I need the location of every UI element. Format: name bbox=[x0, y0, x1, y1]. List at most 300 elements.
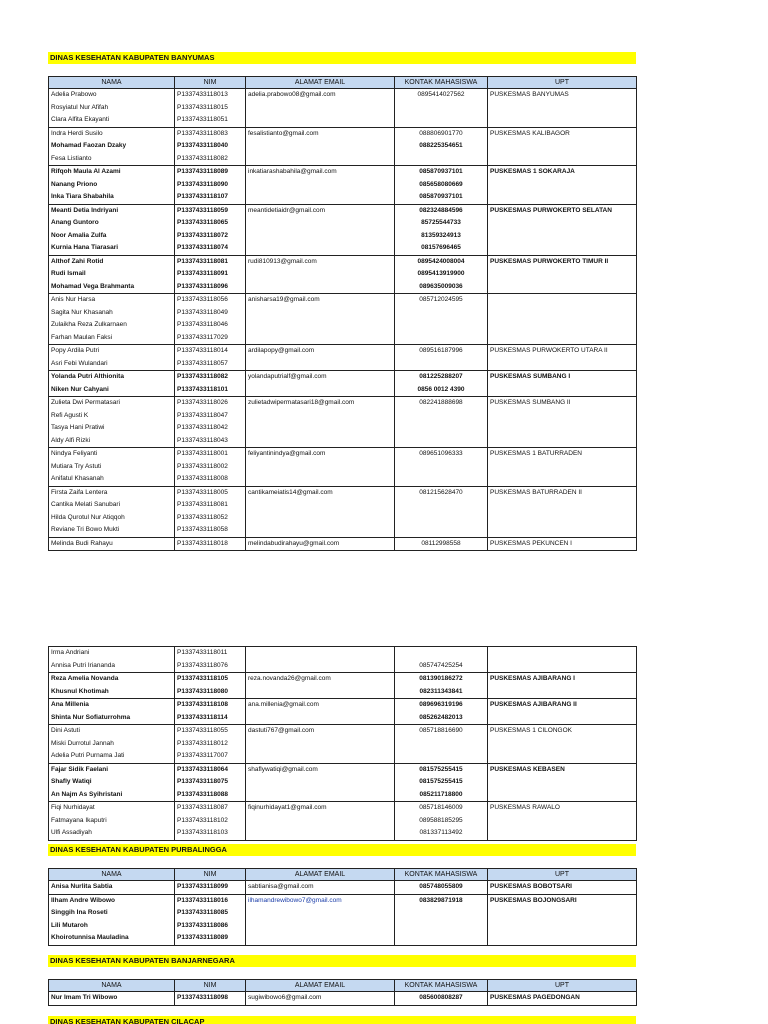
upt-cell bbox=[488, 191, 637, 204]
table-row bbox=[49, 894, 637, 907]
nim-cell: P1337433118091 bbox=[175, 268, 246, 281]
col-header-nama: NAMA bbox=[49, 980, 175, 992]
nama-cell: Popy Ardila Putri bbox=[49, 345, 175, 358]
upt-cell: PUSKESMAS BOJONGSARI bbox=[488, 894, 637, 907]
upt-cell: PUSKESMAS RAWALO bbox=[488, 802, 637, 815]
nama-cell: Ilham Andre Wibowo bbox=[49, 894, 175, 907]
upt-cell bbox=[488, 153, 637, 166]
nim-cell: P1337433118075 bbox=[175, 776, 246, 789]
table-body bbox=[49, 647, 637, 841]
nim-cell: P1337433118042 bbox=[175, 422, 246, 435]
nim-cell: P1337433118065 bbox=[175, 217, 246, 230]
kontak-cell: 085262482013 bbox=[395, 712, 488, 725]
upt-cell: PUSKESMAS KALIBAGOR bbox=[488, 127, 637, 140]
nama-cell: Ulfi Assadiyah bbox=[49, 827, 175, 840]
upt-cell bbox=[488, 776, 637, 789]
nama-cell: Annisa Putri Iriananda bbox=[49, 660, 175, 673]
upt-cell bbox=[488, 319, 637, 332]
email-cell bbox=[246, 647, 395, 660]
nim-cell: P1337433118099 bbox=[175, 881, 246, 895]
nim-cell: P1337433118012 bbox=[175, 738, 246, 751]
nama-cell: Lili Mutaroh bbox=[49, 920, 175, 933]
kontak-cell bbox=[395, 461, 488, 474]
kontak-cell bbox=[395, 524, 488, 537]
nama-cell: Indra Herdi Susilo bbox=[49, 127, 175, 140]
kontak-cell: 089696319196 bbox=[395, 699, 488, 712]
upt-cell bbox=[488, 268, 637, 281]
kontak-cell: 088806901770 bbox=[395, 127, 488, 140]
kontak-cell: 089588185295 bbox=[395, 815, 488, 828]
nim-cell: P1337433118026 bbox=[175, 397, 246, 410]
upt-cell bbox=[488, 827, 637, 840]
nama-cell: Nindya Feliyanti bbox=[49, 448, 175, 461]
email-cell bbox=[246, 114, 395, 127]
kontak-cell bbox=[395, 647, 488, 660]
email-cell bbox=[246, 319, 395, 332]
nama-cell: Fatmayana Ikaputri bbox=[49, 815, 175, 828]
kontak-cell: 0856 0012 4390 bbox=[395, 384, 488, 397]
kontak-cell: 089516187996 bbox=[395, 345, 488, 358]
nim-cell: P1337433118014 bbox=[175, 345, 246, 358]
kontak-cell bbox=[395, 512, 488, 525]
table-row bbox=[49, 127, 637, 140]
nim-cell: P1337433118072 bbox=[175, 230, 246, 243]
table-row bbox=[49, 537, 637, 551]
table-body bbox=[49, 992, 637, 1006]
kontak-cell bbox=[395, 750, 488, 763]
kontak-cell bbox=[395, 932, 488, 945]
nama-cell: Dini Astuti bbox=[49, 725, 175, 738]
email-cell bbox=[246, 776, 395, 789]
table-row bbox=[49, 802, 637, 815]
kontak-cell bbox=[395, 907, 488, 920]
email-cell bbox=[246, 268, 395, 281]
kontak-cell: 81359324913 bbox=[395, 230, 488, 243]
kontak-cell: 085718816690 bbox=[395, 725, 488, 738]
email-cell: ana.millenia@gmail.com bbox=[246, 699, 395, 712]
upt-cell bbox=[488, 660, 637, 673]
email-cell bbox=[246, 191, 395, 204]
table-row bbox=[49, 815, 637, 828]
nim-cell: P1337433118051 bbox=[175, 114, 246, 127]
col-header-nim: NIM bbox=[175, 869, 246, 881]
email-cell: dastuti767@gmail.com bbox=[246, 725, 395, 738]
email-cell: sabtianisa@gmail.com bbox=[246, 881, 395, 895]
table-row bbox=[49, 992, 637, 1006]
upt-cell bbox=[488, 524, 637, 537]
table-row bbox=[49, 435, 637, 448]
table-row bbox=[49, 268, 637, 281]
email-cell bbox=[246, 410, 395, 423]
upt-cell bbox=[488, 332, 637, 345]
nama-cell: Aldy Alfi Rizki bbox=[49, 435, 175, 448]
kontak-cell bbox=[395, 422, 488, 435]
kontak-cell: 085870937101 bbox=[395, 166, 488, 179]
kontak-cell: 08112998558 bbox=[395, 537, 488, 551]
table-row bbox=[49, 153, 637, 166]
kontak-cell bbox=[395, 410, 488, 423]
email-cell: cantikameiatis14@gmail.com bbox=[246, 486, 395, 499]
nama-cell: Mutiara Try Astuti bbox=[49, 461, 175, 474]
nama-cell: Zulieta Dwi Permatasari bbox=[49, 397, 175, 410]
nama-cell: Sagita Nur Khasanah bbox=[49, 307, 175, 320]
table-row bbox=[49, 486, 637, 499]
nama-cell: Asri Febi Wulandari bbox=[49, 358, 175, 371]
data-table bbox=[48, 979, 637, 1006]
upt-cell: PUSKESMAS BATURRADEN II bbox=[488, 486, 637, 499]
nama-cell: Meanti Detia Indriyani bbox=[49, 204, 175, 217]
email-cell bbox=[246, 422, 395, 435]
nim-cell: P1337433118085 bbox=[175, 907, 246, 920]
upt-cell: PUSKESMAS SUMBANG I bbox=[488, 371, 637, 384]
nim-cell: P1337433118088 bbox=[175, 789, 246, 802]
section-banjarnegara bbox=[48, 955, 636, 1006]
kontak-cell: 081225288207 bbox=[395, 371, 488, 384]
kontak-cell: 081215628470 bbox=[395, 486, 488, 499]
nim-cell: P1337433118076 bbox=[175, 660, 246, 673]
table-row bbox=[49, 881, 637, 895]
table-row bbox=[49, 738, 637, 751]
upt-cell bbox=[488, 410, 637, 423]
nim-cell: P1337433118011 bbox=[175, 647, 246, 660]
kontak-cell: 081390186272 bbox=[395, 673, 488, 686]
upt-cell: PUSKESMAS SUMBANG II bbox=[488, 397, 637, 410]
table-row bbox=[49, 750, 637, 763]
nim-cell: P1337433118114 bbox=[175, 712, 246, 725]
upt-cell bbox=[488, 242, 637, 255]
nama-cell: Mohamad Faozan Dzaky bbox=[49, 140, 175, 153]
email-cell bbox=[246, 660, 395, 673]
col-header-kontak: KONTAK MAHASISWA bbox=[395, 980, 488, 992]
nim-cell: P1337433118090 bbox=[175, 179, 246, 192]
kontak-cell bbox=[395, 499, 488, 512]
col-header-upt: UPT bbox=[488, 869, 637, 881]
email-cell bbox=[246, 332, 395, 345]
nim-cell: P1337433117007 bbox=[175, 750, 246, 763]
email-cell bbox=[246, 827, 395, 840]
nama-cell: Fiqi Nurhidayat bbox=[49, 802, 175, 815]
nama-cell: Mohamad Vega Brahmanta bbox=[49, 281, 175, 294]
email-cell: melindabudirahayu@gmail.com bbox=[246, 537, 395, 551]
nim-cell: P1337433118043 bbox=[175, 435, 246, 448]
email-cell: adelia.prabowo08@gmail.com bbox=[246, 89, 395, 102]
email-cell bbox=[246, 524, 395, 537]
kontak-cell: 085600808287 bbox=[395, 992, 488, 1006]
nama-cell: Fesa Listianto bbox=[49, 153, 175, 166]
nim-cell: P1337433118001 bbox=[175, 448, 246, 461]
data-table bbox=[48, 868, 637, 946]
table-row bbox=[49, 789, 637, 802]
table-row bbox=[49, 686, 637, 699]
kontak-cell: 082241888698 bbox=[395, 397, 488, 410]
nim-cell: P1337433118052 bbox=[175, 512, 246, 525]
upt-cell: PUSKESMAS 1 CILONGOK bbox=[488, 725, 637, 738]
nama-cell: Refi Agusti K bbox=[49, 410, 175, 423]
kontak-cell: 083829871918 bbox=[395, 894, 488, 907]
kontak-cell bbox=[395, 153, 488, 166]
table-row bbox=[49, 319, 637, 332]
upt-cell bbox=[488, 712, 637, 725]
kontak-cell bbox=[395, 307, 488, 320]
nama-cell: Fajar Sidik Faelani bbox=[49, 763, 175, 776]
nama-cell: Khoirotunnisa Mauladina bbox=[49, 932, 175, 945]
email-cell bbox=[246, 179, 395, 192]
upt-cell bbox=[488, 473, 637, 486]
nim-cell: P1337433118018 bbox=[175, 537, 246, 551]
upt-cell bbox=[488, 358, 637, 371]
table-row bbox=[49, 281, 637, 294]
table-row bbox=[49, 725, 637, 738]
kontak-cell bbox=[395, 332, 488, 345]
email-cell bbox=[246, 461, 395, 474]
section-banyumas-continued bbox=[48, 646, 636, 841]
nama-cell: Hilda Qurotul Nur Atiqqoh bbox=[49, 512, 175, 525]
upt-cell bbox=[488, 217, 637, 230]
email-cell bbox=[246, 153, 395, 166]
email-cell: yolandaputrialf@gmail.com bbox=[246, 371, 395, 384]
upt-cell bbox=[488, 384, 637, 397]
table-row bbox=[49, 673, 637, 686]
table-row bbox=[49, 166, 637, 179]
email-cell bbox=[246, 435, 395, 448]
nama-cell: Anis Nur Harsa bbox=[49, 294, 175, 307]
table-row bbox=[49, 763, 637, 776]
nim-cell: P1337433118049 bbox=[175, 307, 246, 320]
nama-cell: Anang Guntoro bbox=[49, 217, 175, 230]
email-cell: feliyantinindya@gmail.com bbox=[246, 448, 395, 461]
kontak-cell: 089635009036 bbox=[395, 281, 488, 294]
upt-cell bbox=[488, 932, 637, 945]
header-row bbox=[49, 980, 637, 992]
email-cell bbox=[246, 230, 395, 243]
table-row bbox=[49, 217, 637, 230]
nama-cell: Zulaikha Reza Zulkarnaen bbox=[49, 319, 175, 332]
upt-cell: PUSKESMAS PURWOKERTO SELATAN bbox=[488, 204, 637, 217]
col-header-kontak: KONTAK MAHASISWA bbox=[395, 869, 488, 881]
email-cell bbox=[246, 473, 395, 486]
nama-cell: Farhan Maulan Faksi bbox=[49, 332, 175, 345]
kontak-cell: 082324884596 bbox=[395, 204, 488, 217]
table-row bbox=[49, 179, 637, 192]
col-header-upt: UPT bbox=[488, 77, 637, 89]
nim-cell: P1337433118086 bbox=[175, 920, 246, 933]
email-cell bbox=[246, 686, 395, 699]
nama-cell: Nanang Priono bbox=[49, 179, 175, 192]
upt-cell bbox=[488, 920, 637, 933]
email-link[interactable]: ilhamandrewibowo7@gmail.com bbox=[246, 894, 395, 907]
kontak-cell bbox=[395, 738, 488, 751]
nama-cell: Yolanda Putri Althionita bbox=[49, 371, 175, 384]
kontak-cell bbox=[395, 435, 488, 448]
nim-cell: P1337433118080 bbox=[175, 686, 246, 699]
table-row bbox=[49, 102, 637, 115]
section-title: DINAS KESEHATAN KABUPATEN BANJARNEGARA bbox=[48, 955, 636, 967]
email-cell: rudi810913@gmail.com bbox=[246, 255, 395, 268]
upt-cell bbox=[488, 230, 637, 243]
email-cell bbox=[246, 907, 395, 920]
table-row bbox=[49, 384, 637, 397]
nama-cell: Ana Millenia bbox=[49, 699, 175, 712]
nim-cell: P1337433117029 bbox=[175, 332, 246, 345]
nama-cell: Kurnia Hana Tiarasari bbox=[49, 242, 175, 255]
email-cell: sugiwibowo6@gmail.com bbox=[246, 992, 395, 1006]
upt-cell bbox=[488, 738, 637, 751]
nim-cell: P1337433118058 bbox=[175, 524, 246, 537]
email-cell: fiqinurhidayat1@gmail.com bbox=[246, 802, 395, 815]
nim-cell: P1337433118096 bbox=[175, 281, 246, 294]
table-row bbox=[49, 448, 637, 461]
table-body bbox=[49, 881, 637, 946]
kontak-cell: 085747425254 bbox=[395, 660, 488, 673]
header-row bbox=[49, 869, 637, 881]
email-cell bbox=[246, 738, 395, 751]
nim-cell: P1337433118082 bbox=[175, 371, 246, 384]
section-title: DINAS KESEHATAN KABUPATEN CILACAP bbox=[48, 1016, 636, 1024]
email-cell bbox=[246, 281, 395, 294]
nama-cell: Tasya Hani Pratiwi bbox=[49, 422, 175, 435]
upt-cell bbox=[488, 140, 637, 153]
email-cell bbox=[246, 242, 395, 255]
kontak-cell: 085658080669 bbox=[395, 179, 488, 192]
email-cell bbox=[246, 217, 395, 230]
col-header-kontak: KONTAK MAHASISWA bbox=[395, 77, 488, 89]
table-row bbox=[49, 410, 637, 423]
nama-cell: Reviane Tri Bowo Mukti bbox=[49, 524, 175, 537]
upt-cell bbox=[488, 307, 637, 320]
nama-cell: Reza Amelia Novanda bbox=[49, 673, 175, 686]
email-cell: inkatiarashabahila@gmail.com bbox=[246, 166, 395, 179]
upt-cell bbox=[488, 647, 637, 660]
nim-cell: P1337433118107 bbox=[175, 191, 246, 204]
nama-cell: Shafly Watiqi bbox=[49, 776, 175, 789]
kontak-cell: 089651096333 bbox=[395, 448, 488, 461]
kontak-cell: 85725544733 bbox=[395, 217, 488, 230]
table-row bbox=[49, 827, 637, 840]
upt-cell: PUSKESMAS AJIBARANG I bbox=[488, 673, 637, 686]
email-cell bbox=[246, 384, 395, 397]
nim-cell: P1337433118059 bbox=[175, 204, 246, 217]
upt-cell bbox=[488, 815, 637, 828]
upt-cell bbox=[488, 281, 637, 294]
nim-cell: P1337433118047 bbox=[175, 410, 246, 423]
upt-cell: PUSKESMAS PURWOKERTO TIMUR II bbox=[488, 255, 637, 268]
table-row bbox=[49, 345, 637, 358]
table-row bbox=[49, 461, 637, 474]
nim-cell: P1337433118105 bbox=[175, 673, 246, 686]
kontak-cell bbox=[395, 319, 488, 332]
nim-cell: P1337433118016 bbox=[175, 894, 246, 907]
kontak-cell: 085870937101 bbox=[395, 191, 488, 204]
col-header-email: ALAMAT EMAIL bbox=[246, 980, 395, 992]
table-row bbox=[49, 307, 637, 320]
nama-cell: Melinda Budi Rahayu bbox=[49, 537, 175, 551]
nama-cell: Singgih Ina Roseti bbox=[49, 907, 175, 920]
nim-cell: P1337433118046 bbox=[175, 319, 246, 332]
upt-cell bbox=[488, 686, 637, 699]
upt-cell bbox=[488, 102, 637, 115]
upt-cell bbox=[488, 294, 637, 307]
nama-cell: Anisa Nurlita Sabtia bbox=[49, 881, 175, 895]
upt-cell bbox=[488, 114, 637, 127]
table-row bbox=[49, 660, 637, 673]
kontak-cell bbox=[395, 920, 488, 933]
nama-cell: Adelia Prabowo bbox=[49, 89, 175, 102]
nama-cell: Khusnul Khotimah bbox=[49, 686, 175, 699]
kontak-cell: 0895414027562 bbox=[395, 89, 488, 102]
email-cell bbox=[246, 932, 395, 945]
email-cell: reza.novanda26@gmail.com bbox=[246, 673, 395, 686]
nim-cell: P1337433118057 bbox=[175, 358, 246, 371]
kontak-cell: 085712024595 bbox=[395, 294, 488, 307]
nama-cell: Miski Durrotul Jannah bbox=[49, 738, 175, 751]
col-header-upt: UPT bbox=[488, 980, 637, 992]
nim-cell: P1337433118108 bbox=[175, 699, 246, 712]
data-table bbox=[48, 76, 637, 551]
upt-cell: PUSKESMAS BOBOTSARI bbox=[488, 881, 637, 895]
kontak-cell: 0895424008004 bbox=[395, 255, 488, 268]
nim-cell: P1337433118015 bbox=[175, 102, 246, 115]
section-banyumas bbox=[48, 52, 636, 551]
nama-cell: Shinta Nur Sofiaturrohma bbox=[49, 712, 175, 725]
kontak-cell bbox=[395, 358, 488, 371]
nim-cell: P1337433118082 bbox=[175, 153, 246, 166]
section-title: DINAS KESEHATAN KABUPATEN BANYUMAS bbox=[48, 52, 636, 64]
email-cell bbox=[246, 512, 395, 525]
table-row bbox=[49, 114, 637, 127]
table-row bbox=[49, 358, 637, 371]
nim-cell: P1337433118103 bbox=[175, 827, 246, 840]
nim-cell: P1337433118098 bbox=[175, 992, 246, 1006]
table-row bbox=[49, 140, 637, 153]
nim-cell: P1337433118055 bbox=[175, 725, 246, 738]
table-row bbox=[49, 397, 637, 410]
table-row bbox=[49, 230, 637, 243]
header-row bbox=[49, 77, 637, 89]
kontak-cell: 0895413919900 bbox=[395, 268, 488, 281]
nim-cell: P1337433118081 bbox=[175, 255, 246, 268]
kontak-cell: 088225354651 bbox=[395, 140, 488, 153]
table-row bbox=[49, 647, 637, 660]
upt-cell: PUSKESMAS 1 BATURRADEN bbox=[488, 448, 637, 461]
kontak-cell: 081337113492 bbox=[395, 827, 488, 840]
table-row bbox=[49, 524, 637, 537]
nama-cell: Rudi Ismail bbox=[49, 268, 175, 281]
nama-cell: Cantika Melati Sanubari bbox=[49, 499, 175, 512]
upt-cell bbox=[488, 512, 637, 525]
email-cell bbox=[246, 750, 395, 763]
nim-cell: P1337433118002 bbox=[175, 461, 246, 474]
kontak-cell bbox=[395, 114, 488, 127]
table-row bbox=[49, 512, 637, 525]
email-cell bbox=[246, 499, 395, 512]
nim-cell: P1337433118040 bbox=[175, 140, 246, 153]
upt-cell bbox=[488, 789, 637, 802]
email-cell: meantidetiaidr@gmail.com bbox=[246, 204, 395, 217]
upt-cell: PUSKESMAS PURWOKERTO UTARA II bbox=[488, 345, 637, 358]
kontak-cell: 085748055809 bbox=[395, 881, 488, 895]
table-row bbox=[49, 907, 637, 920]
table-row bbox=[49, 204, 637, 217]
upt-cell bbox=[488, 907, 637, 920]
table-row bbox=[49, 776, 637, 789]
nim-cell: P1337433118074 bbox=[175, 242, 246, 255]
table-row bbox=[49, 294, 637, 307]
nama-cell: Adelia Putri Purnama Jati bbox=[49, 750, 175, 763]
nama-cell: Rifqoh Maula Al Azami bbox=[49, 166, 175, 179]
nama-cell: Rosyiatul Nur Afifah bbox=[49, 102, 175, 115]
col-header-nim: NIM bbox=[175, 980, 246, 992]
nim-cell: P1337433118087 bbox=[175, 802, 246, 815]
